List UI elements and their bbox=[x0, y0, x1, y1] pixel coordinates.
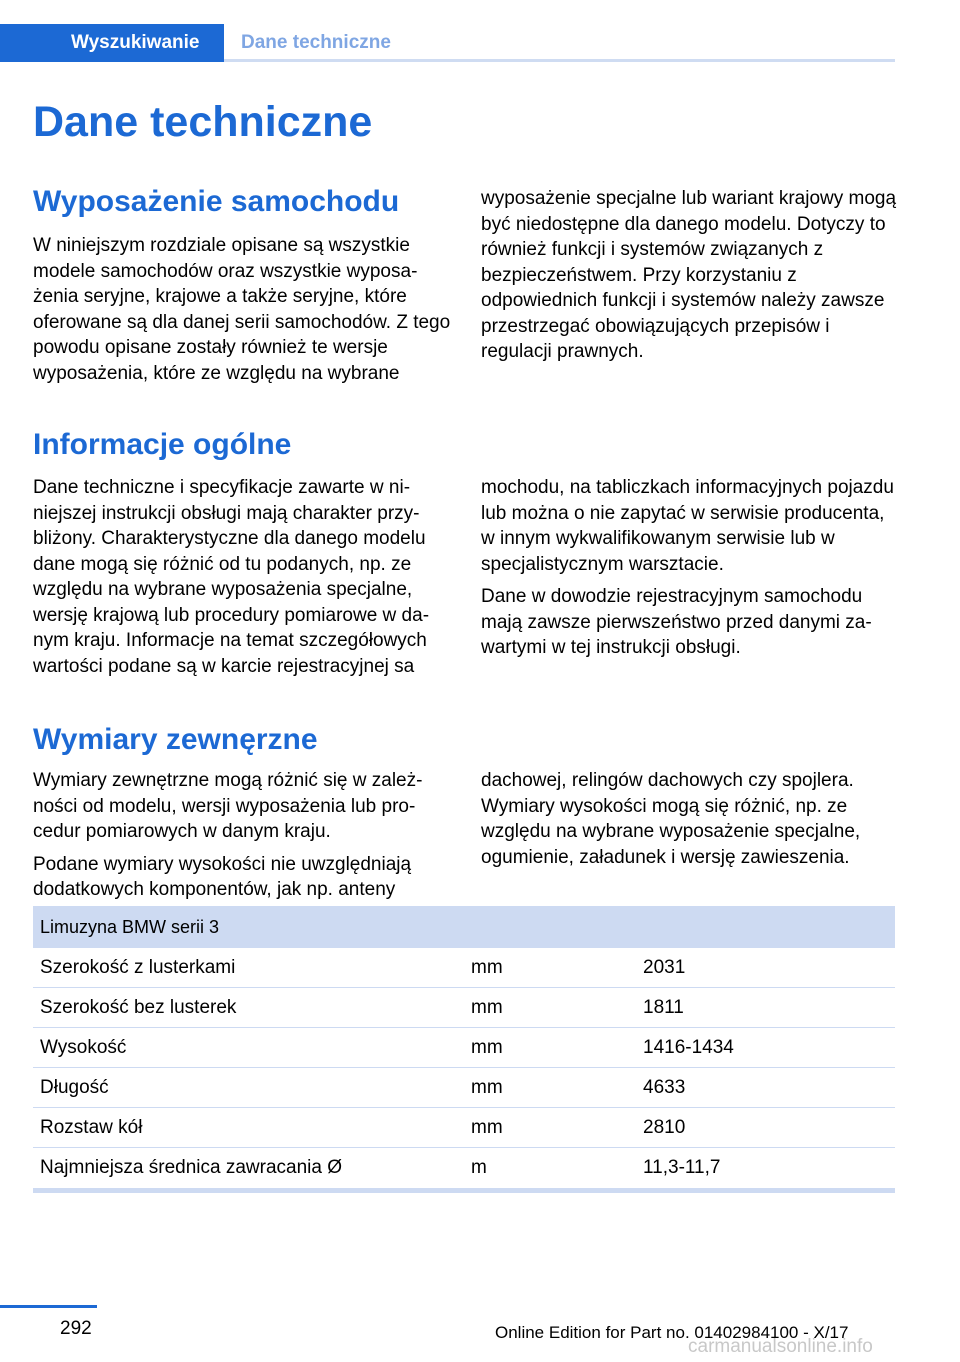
general-info-left-column bbox=[33, 475, 453, 686]
cell-unit: mm bbox=[471, 1117, 503, 1138]
general-info-right-column bbox=[481, 475, 901, 668]
vehicle-equipment-left-column bbox=[33, 233, 453, 393]
heading-general-info: Informacje ogólne bbox=[33, 428, 292, 461]
paragraph: Podane wymiary wysokości nie uwzględniają dodatkowych komponentów, jak np. anteny bbox=[33, 853, 412, 900]
exterior-dimensions-left-column bbox=[33, 768, 453, 910]
cell-value: 11,3-11,7 bbox=[643, 1157, 721, 1178]
dimensions-table bbox=[33, 906, 895, 1193]
paragraph: W niniejszym rozdziale opisane są wszystkie modele samochodów oraz wszystkie wyposażenia seryjne, krajowe a także seryjne, które oferowane są dla danej serii samochodów. Z tego powodu opisane zostały również te wersje wyposażenia, które ze względu na wybrane bbox=[33, 235, 451, 384]
cell-value: 1811 bbox=[643, 997, 684, 1018]
cell-name: Szerokość z lusterkami bbox=[40, 957, 236, 978]
page-number: 292 bbox=[60, 1318, 92, 1339]
cell-value: 4633 bbox=[643, 1077, 686, 1098]
cell-name: Najmniejsza średnica zawracania Ø bbox=[40, 1157, 343, 1178]
vehicle-equipment-right-column bbox=[481, 186, 901, 372]
cell-unit: mm bbox=[471, 1037, 503, 1058]
table-row bbox=[33, 988, 895, 1028]
header-tabs bbox=[0, 24, 895, 62]
cell-unit: m bbox=[471, 1157, 487, 1178]
cell-value: 1416-1434 bbox=[643, 1037, 734, 1058]
edition-info: Online Edition for Part no. 01402984100 - X/17 bbox=[495, 1323, 849, 1342]
cell-unit: mm bbox=[471, 997, 503, 1018]
cell-name: Wysokość bbox=[40, 1037, 127, 1058]
tab-underline bbox=[224, 59, 895, 62]
paragraph: Dane w dowodzie rejestracyjnym samochodu mają zawsze pierwszeństwo przed danymi zawartymi w tej instrukcji obsługi. bbox=[481, 586, 872, 658]
cell-value: 2031 bbox=[643, 957, 686, 978]
cell-unit: mm bbox=[471, 957, 503, 978]
paragraph: Wymiary zewnętrzne mogą różnić się w zależności od modelu, wersji wyposażenia lub procedur pomiarowych w danym kraju. bbox=[33, 770, 423, 842]
table-row bbox=[33, 1068, 895, 1108]
watermark: carmanualsonline.info bbox=[688, 1336, 873, 1357]
paragraph: mochodu, na tabliczkach informacyjnych pojazdu lub można o nie zapytać w serwisie producenta, w innym wykwalifikowanym serwisie lub w specjalistycznym warsztacie. bbox=[481, 477, 894, 575]
paragraph: Dane techniczne i specyfikacje zawarte w niniejszej instrukcji obsługi mają charakter przybliżony. Charakterystyczne dla danego modelu dane mogą się różnić od tu podanych, np. ze względu na wybrane wyposażenia specjalne, wersję krajową lub procedury pomiarowe w danym kraju. Informacje na temat szczegółowych wartości podane są w karcie rejestracyjnej sa bbox=[33, 477, 430, 677]
table-bottom-border bbox=[33, 1188, 895, 1193]
cell-name: Rozstaw kół bbox=[40, 1117, 143, 1138]
table-row bbox=[33, 1108, 895, 1148]
tab-search[interactable]: Wyszukiwanie bbox=[0, 24, 224, 62]
page-title: Dane techniczne bbox=[33, 98, 373, 146]
cell-unit: mm bbox=[471, 1077, 503, 1098]
table-row bbox=[33, 1148, 895, 1188]
cell-name: Szerokość bez lusterek bbox=[40, 997, 237, 1018]
tab-technical-data[interactable]: Dane techniczne bbox=[241, 32, 391, 53]
heading-exterior-dimensions: Wymiary zewnęrzne bbox=[33, 723, 318, 756]
cell-value: 2810 bbox=[643, 1117, 686, 1138]
table-header: Limuzyna BMW serii 3 bbox=[33, 906, 895, 948]
footer-accent-line bbox=[0, 1305, 97, 1308]
paragraph: dachowej, relingów dachowych czy spojlera. Wymiary wysokości mogą się różnić, np. ze względu na wybrane wyposażenie specjalne, ogumienie, załadunek i wersję zawieszenia. bbox=[481, 770, 861, 868]
paragraph: wyposażenie specjalne lub wariant krajowy mogą być niedostępne dla danego modelu. Dotyczy to również funkcji i systemów związanych z bezpieczeństwem. Przy korzystaniu z odpowiednich funkcji i systemów należy zawsze przestrzegać obowiązujących przepisów i regulacji prawnych. bbox=[481, 188, 897, 362]
table-row bbox=[33, 948, 895, 988]
exterior-dimensions-right-column bbox=[481, 768, 901, 877]
heading-vehicle-equipment: Wyposażenie samochodu bbox=[33, 185, 400, 218]
table-row bbox=[33, 1028, 895, 1068]
cell-name: Długość bbox=[40, 1077, 109, 1098]
